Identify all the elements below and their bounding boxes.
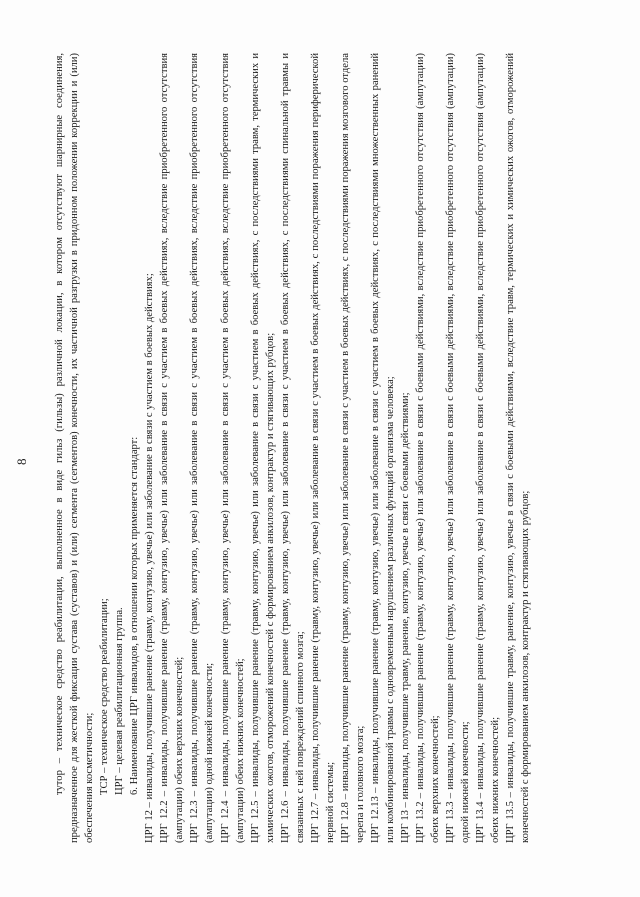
crg-item: ЦРГ 13.5 – инвалиды, получившие травму, ранение, контузию, увечье в связи с боевыми действиями, вследствие травм, термических и химических ожогов, отморожений конечностей с формированием анкилозов, контрактур и стягивающих рубцов; <box>505 53 532 843</box>
crg-item: ЦРГ 12.3 – инвалиды, получившие ранение (травму, контузию, увечье) или заболевание в связи с участием в боевых действиях, вследствие приобретенного отсутствия (ампутации) одной нижней конечности; <box>189 53 216 843</box>
crg-item: ЦРГ 12.6 – инвалиды, получившие ранение (травму, контузию, увечье) или заболевание в связи с участием в боевых действиях, с последствиями спинальной травмы и связанных с ней повреждений спинного мозга; <box>279 53 306 843</box>
crg-item: ЦРГ 12.2 – инвалиды, получившие ранение (травму, контузию, увечье) или заболевание в связи с участием в боевых действиях, вследствие приобретенного отсутствия (ампутации) обеих верхних конечностей; <box>159 53 186 843</box>
crg-item: ЦРГ 12 – инвалиды, получившие ранение (травму, контузию, увечье) или заболевание в связи с участием в боевых действиях; <box>144 273 156 843</box>
definition-crg: ЦРГ – целевая реабилитационная группа. <box>114 607 126 795</box>
crg-item: ЦРГ 12.7 – инвалиды, получившие ранение (травму, контузию, увечье) или заболевание в связи с участием в боевых действиях, с последствиями поражения периферической нервной системы; <box>309 53 336 843</box>
page-number: 8 <box>14 458 29 465</box>
crg-item: ЦРГ 13 – инвалиды, получившие травму, ранение, контузию, увечье в связи с боевыми действиями; <box>400 392 412 843</box>
crg-item: ЦРГ 12.5 – инвалиды, получившие ранение (травму, контузию, увечье) или заболевание в связи с участием в боевых действиях, с последствиями травм, термических и химических ожогов, отморожений конечностей с формированием анкилозов, контрактур и стягивающих рубцов; <box>249 53 276 843</box>
crg-item: ЦРГ 13.2 – инвалиды, получившие ранение (травму, контузию, увечье) или заболевание в связи с боевыми действиями, вследствие приобретенного отсутствия (ампутации) обеих верхних конечностей; <box>415 53 442 843</box>
crg-item: ЦРГ 12.4 – инвалиды, получившие ранение (травму, контузию, увечье) или заболевание в связи с участием в боевых действиях, вследствие приобретенного отсутствия (ампутации) обеих нижних конечностей; <box>219 53 246 843</box>
crg-item: ЦРГ 12.8 – инвалиды, получившие ранение (травму, контузию, увечье) или заболевание в связи с участием в боевых действиях, с последствиями поражения мозгового отдела черепа и головного мозга; <box>339 53 366 843</box>
definition-tutor: тутор – техническое средство реабилитации, выполненное в виде гильз (гильзы) различной локации, в котором отсутствуют шарнирные соединения, предназначенное для жесткой фиксации сустава (суставов) и (или) сегмента (сегментов) конечности, их частичной разгрузки в придонном положении коррекции и (или) обеспечения косметичности; <box>54 53 96 843</box>
section-heading: 6. Наименование ЦРГ инвалидов, в отношении которых применяется стандарт: <box>129 436 141 795</box>
crg-item: ЦРГ 13.3 – инвалиды, получившие ранение (травму, контузию, увечье) или заболевание в связи с боевыми действиями, вследствие приобретенного отсутствия (ампутации) одной нижней конечности; <box>445 53 472 843</box>
document-body <box>52 53 534 843</box>
crg-item: ЦРГ 12.13 – инвалиды, получившие ранение (травму, контузию, увечье) или заболевание в связи с участием в боевых действиях, с последствиями множественных ранений или комбинированной травмы с одновременным нарушением различных функций организма человека; <box>369 53 397 843</box>
definition-tsr: ТСР – техническое средство реабилитации; <box>99 598 111 795</box>
crg-item: ЦРГ 13.4 – инвалиды, получившие ранение (травму, контузию, увечье) или заболевание в связи с боевыми действиями, вследствие приобретенного отсутствия (ампутации) обеих нижних конечностей; <box>475 53 502 843</box>
